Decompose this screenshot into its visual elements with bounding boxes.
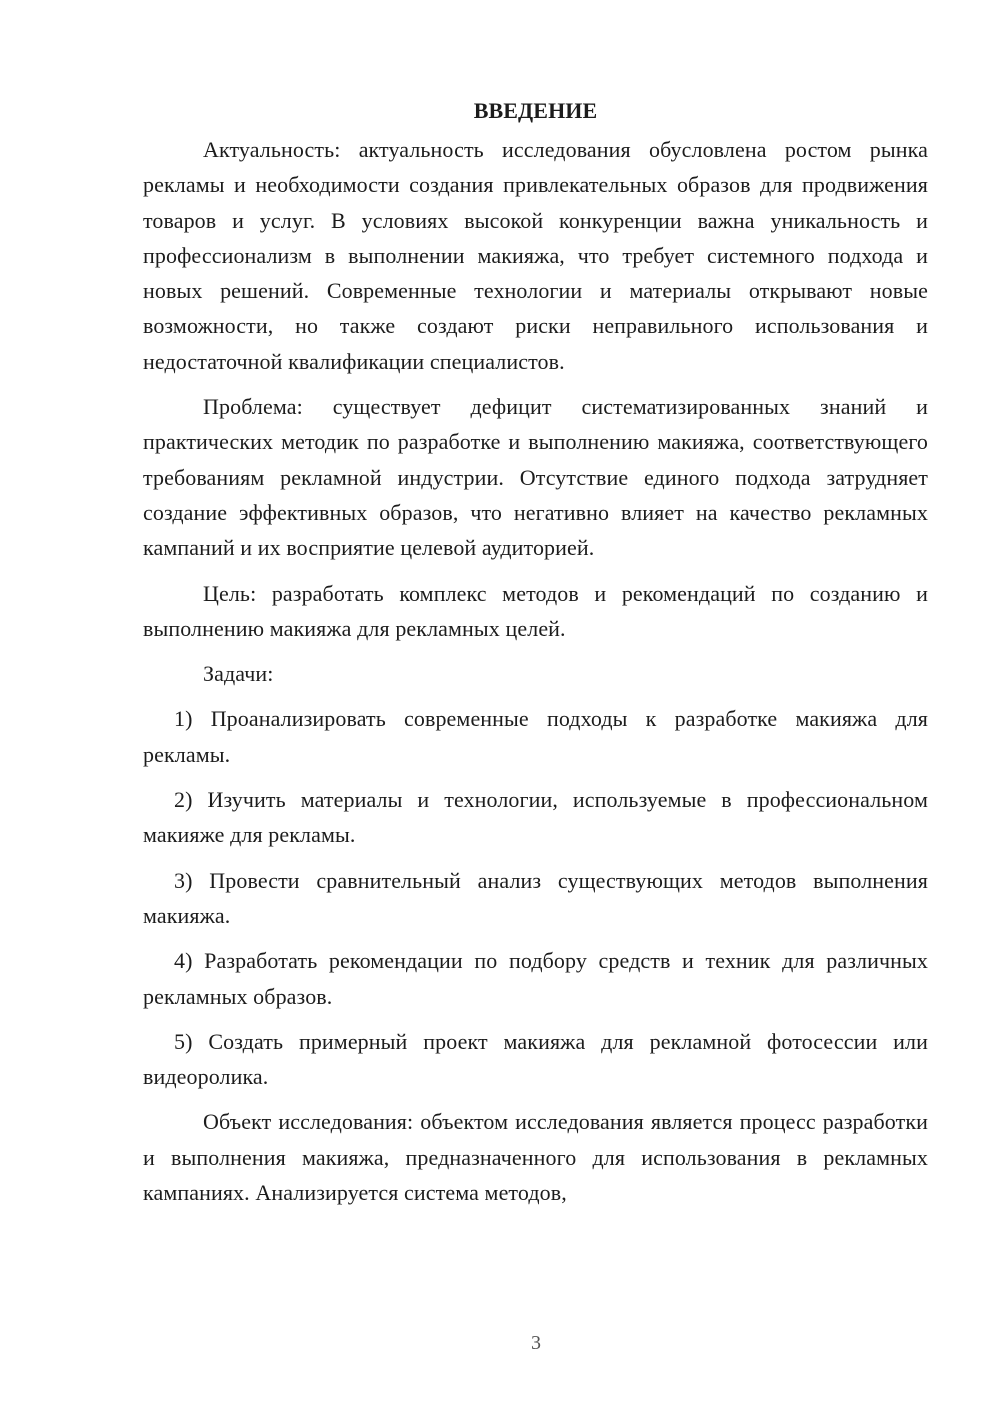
section-title: ВВЕДЕНИЕ [473,98,598,123]
task-item: 1) Проанализировать современные подходы к разработке макияжа для рекламы. [143,706,928,767]
task-item: 2) Изучить материалы и технологии, используемые в профессиональном макияже для рекламы. [143,787,928,848]
relevance-paragraph: Актуальность: актуальность исследования обусловлена ростом рынка рекламы и необходимости создания привлекательных образов для продвижения товаров и услуг. В условиях высокой конкуренции важна уникальность и профессионализм в выполнении макияжа, что требует системного подхода и новых решений. Современные технологии и материалы открывают новые возможности, но также создают риски неправильного использования и недостаточной квалификации специалистов. [143,137,928,374]
task-item: 4) Разработать рекомендации по подбору средств и техник для различных рекламных образов. [143,948,928,1009]
task-item: 3) Провести сравнительный анализ существующих методов выполнения макияжа. [143,867,928,928]
problem-paragraph: Проблема: существует дефицит систематизированных знаний и практических методик по разработке и выполнению макияжа, соответствующего требованиям рекламной индустрии. Отсутствие единого подхода затрудняет создание эффективных образов, что негативно влияет на качество рекламных кампаний и их восприятие целевой аудиторией. [143,394,928,561]
object-paragraph: Объект исследования: объектом исследования является процесс разработки и выполнения макияжа, предназначенного для использования в рекламных кампаниях. Анализируется система методов, [143,1109,928,1206]
page-number: 3 [531,1332,541,1354]
page-content [143,92,928,1220]
tasks-heading: Задачи: [203,661,274,687]
goal-paragraph: Цель: разработать комплекс методов и рекомендаций по созданию и выполнению макияжа для рекламных целей. [143,580,928,641]
task-item: 5) Создать примерный проект макияжа для рекламной фотосессии или видеоролика. [143,1028,928,1090]
